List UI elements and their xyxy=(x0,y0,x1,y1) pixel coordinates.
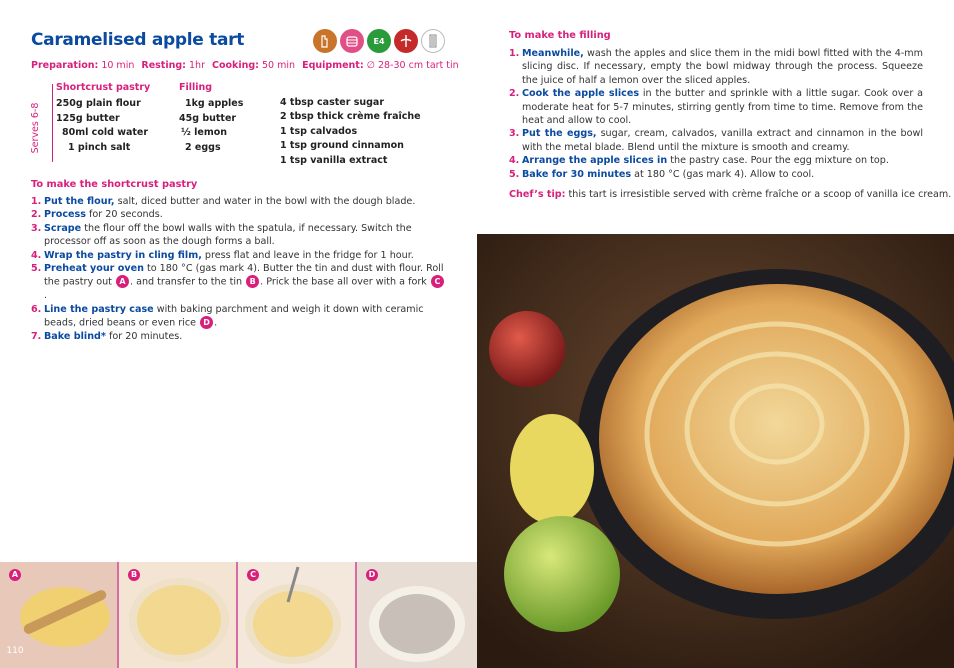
equipment-label: Equipment: xyxy=(302,60,364,71)
rest-value: 1hr xyxy=(189,60,205,71)
tip-text: this tart is irresistible served with crème fraîche or a scoop of vanilla ice cream. xyxy=(565,189,952,200)
tip-label: Chef’s tip: xyxy=(509,189,566,200)
pastry-heading: Shortcrust pastry xyxy=(56,82,151,93)
step-photo-c xyxy=(238,562,355,668)
equipment-icons xyxy=(313,29,445,53)
tart-photo xyxy=(477,234,954,668)
slicing-disc-icon xyxy=(367,29,391,53)
ingredient: 1kg apples xyxy=(185,98,244,109)
step: 5. Preheat your oven to 180 °C (gas mark 4). Butter the tin and dust with flour. Roll the pastry out A . and transfer to the tin B . Prick the base all over with a fork C. xyxy=(31,263,444,302)
filling-ingredients-col1 xyxy=(179,97,243,155)
metal-blade-icon xyxy=(394,29,418,53)
filling-section-title: To make the filling xyxy=(509,30,611,41)
ingredient: 2 eggs xyxy=(185,141,221,153)
step: 6. Line the pastry case with baking parchment and weigh it down with ceramic beads, dried beans or even rice D . xyxy=(31,303,424,329)
shortcrust-steps xyxy=(31,195,446,343)
photo-ref-badge: C xyxy=(431,275,444,288)
prep-value: 10 min xyxy=(101,60,135,71)
ingredient: 4 tbsp caster sugar xyxy=(280,97,385,108)
step: 2. Cook the apple slices in the butter and sprinkle with a little sugar. Cook over a moderate heat for 5-7 minutes, stirring gently from time to time. Remove from the heat and allow to cool. xyxy=(509,88,923,127)
shortcrust-section-title: To make the shortcrust pastry xyxy=(31,179,198,190)
ingredient: 1 tsp vanilla extract xyxy=(280,154,388,166)
thumb-label: B xyxy=(128,569,140,581)
cook-value: 50 min xyxy=(262,60,296,71)
photo-ref-badge: B xyxy=(246,275,259,288)
step-photo-d xyxy=(357,562,477,668)
ingredient: 1 tsp calvados xyxy=(280,125,358,137)
pastry-ingredients xyxy=(56,97,148,155)
filling-ingredients-col2 xyxy=(280,96,421,168)
spatula-icon xyxy=(421,29,445,53)
thumb-label: D xyxy=(366,569,378,581)
bowl-icon xyxy=(340,29,364,53)
step: 5. Bake for 30 minutes at 180 °C (gas mark 4). Allow to cool. xyxy=(509,168,815,180)
ingredient: 125g butter xyxy=(56,112,120,124)
step: 7. Bake blind* for 20 minutes. xyxy=(31,331,183,343)
filling-steps xyxy=(509,47,923,181)
dough-blade-icon xyxy=(313,29,337,53)
page-number: 110 xyxy=(6,646,24,656)
ingredient: 1 tsp ground cinnamon xyxy=(280,140,404,152)
serves: Serves 6-8 xyxy=(30,102,41,154)
step: 2. Process for 20 seconds. xyxy=(31,209,163,221)
disc-label: E4 xyxy=(373,36,385,46)
chefs-tip xyxy=(509,189,951,200)
divider-line xyxy=(52,84,53,162)
ingredient: 80ml cold water xyxy=(62,127,149,139)
step-photo-b xyxy=(119,562,236,668)
cook-label: Cooking: xyxy=(212,60,259,71)
thumb-label: A xyxy=(9,569,21,581)
step-photo-strip xyxy=(0,562,477,668)
thumb-label: C xyxy=(247,569,259,581)
ingredient: 250g plain flour xyxy=(56,98,141,109)
photo-ref-badge: D xyxy=(200,316,213,329)
ingredient: ½ lemon xyxy=(181,127,228,139)
equipment-value: ∅ 28-30 cm tart tin xyxy=(366,60,459,71)
photo-ref-badge: A xyxy=(116,275,129,288)
step: 1. Put the flour, salt, diced butter and water in the bowl with the dough blade. xyxy=(31,196,416,207)
rest-label: Resting: xyxy=(141,60,186,71)
prep-label: Preparation: xyxy=(31,60,99,71)
step: 3. Scrape the flour off the bowl walls with the spatula, if necessary. Switch the processor off as soon as the dough forms a ball. xyxy=(31,222,412,248)
ingredient: 45g butter xyxy=(179,112,237,124)
recipe-meta xyxy=(31,60,463,71)
filling-heading: Filling xyxy=(179,82,213,93)
step: 1. Meanwhile, wash the apples and slice them in the midi bowl fitted with the 4-mm slicing disc. If necessary, empty the bowl midway through the process. Squeeze the juice of half a lemon over the sliced apples. xyxy=(509,48,923,86)
step: 4. Wrap the pastry in cling film, press flat and leave in the fridge for 1 hour. xyxy=(31,249,414,261)
ingredient: 1 pinch salt xyxy=(68,141,131,153)
ingredient: 2 tbsp thick crème fraîche xyxy=(280,111,421,123)
recipe-title: Caramelised apple tart xyxy=(31,30,245,50)
step: 4. Arrange the apple slices in the pastry case. Pour the egg mixture on top. xyxy=(509,155,889,167)
step: 3. Put the eggs, sugar, cream, calvados, vanilla extract and cinnamon in the bowl with the metal blade. Blend until the mixture is smooth and creamy. xyxy=(509,128,924,153)
